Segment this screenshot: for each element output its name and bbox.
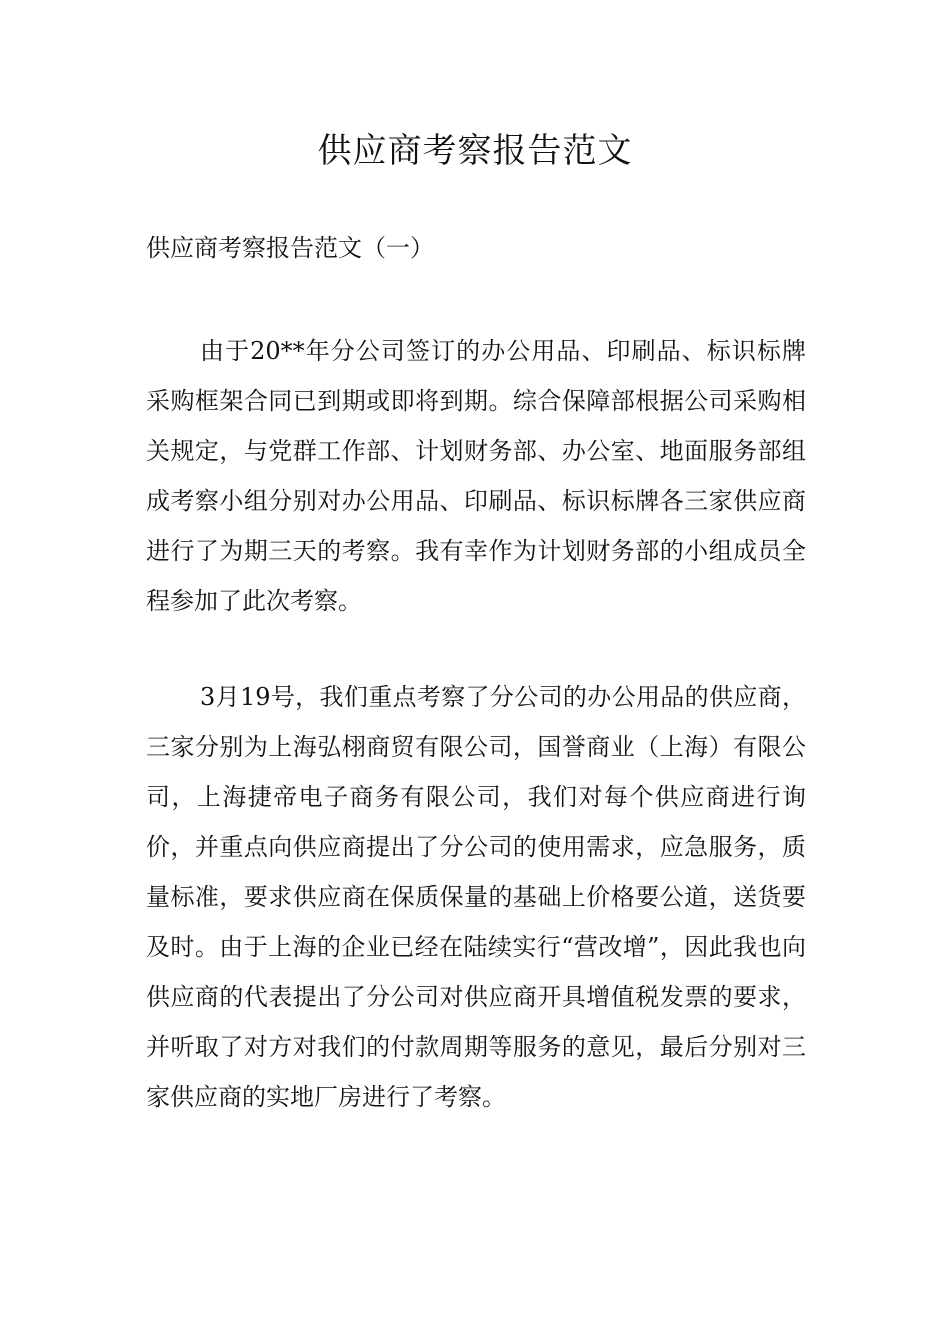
- paragraph-1: 由于20**年分公司签订的办公用品、印刷品、标识标牌采购框架合同已到期或即将到期。综合保障部根据公司采购相关规定，与党群工作部、计划财务部、办公室、地面服务部组成考察小组分别对办公用品、印刷品、标识标牌各三家供应商进行了为期三天的考察。我有幸作为计划财务部的小组成员全程参加了此次考察。: [146, 337, 806, 615]
- section-subtitle: 供应商考察报告范文（一）: [146, 234, 434, 262]
- paragraph-2: 3月19号，我们重点考察了分公司的办公用品的供应商，三家分别为上海弘栩商贸有限公司，国誉商业（上海）有限公司，上海捷帝电子商务有限公司，我们对每个供应商进行询价，并重点向供应商提出了分公司的使用需求，应急服务，质量标准，要求供应商在保质保量的基础上价格要公道，送货要及时。由于上海的企业已经在陆续实行“营改增”，因此我也向供应商的代表提出了分公司对供应商开具增值税发票的要求，并听取了对方对我们的付款周期等服务的意见，最后分别对三家供应商的实地厂房进行了考察。: [146, 683, 806, 1111]
- document-title: 供应商考察报告范文: [317, 131, 633, 171]
